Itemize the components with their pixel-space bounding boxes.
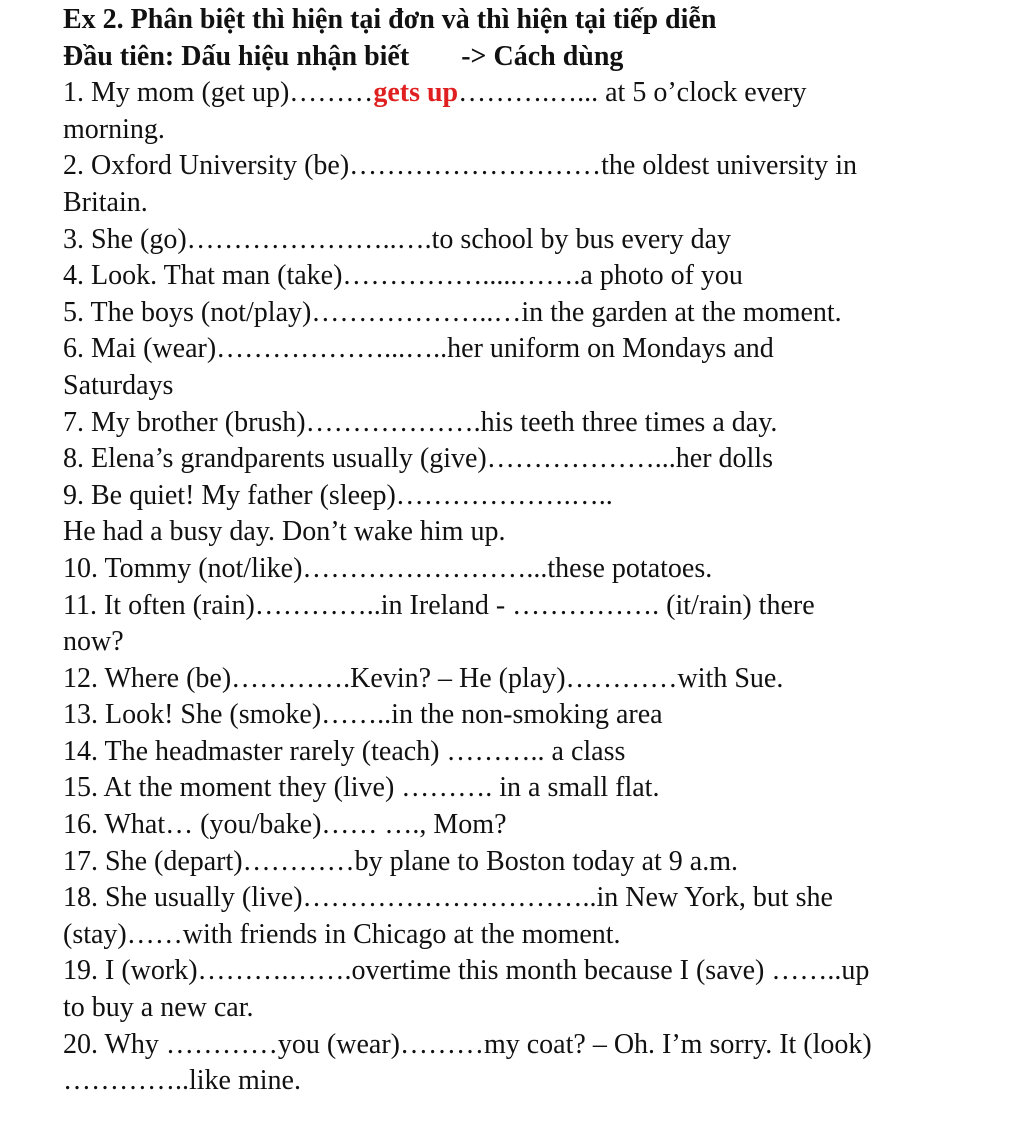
question-line: 5. The boys (not/play)………………..…in the garden at the moment. — [63, 296, 842, 328]
question-line: Saturdays — [63, 369, 174, 401]
question-line: 4. Look. That man (take)…………….....…….a photo of you — [63, 260, 743, 292]
question-line: (stay)……with friends in Chicago at the moment. — [63, 918, 621, 950]
question-line: 20. Why …………you (wear)………my coat? – Oh. I’m sorry. It (look) — [63, 1028, 872, 1060]
worksheet — [63, 2, 1003, 1100]
question-line: 18. She usually (live)…………………………..in New York, but she — [63, 882, 833, 914]
exercise-subtitle — [63, 39, 1003, 76]
question-line: 13. Look! She (smoke)……..in the non-smoking area — [63, 699, 663, 731]
question-line: morning. — [63, 113, 165, 145]
subtitle-left: Đầu tiên: Dấu hiệu nhận biết — [63, 40, 410, 72]
question-line — [63, 75, 1003, 112]
question-line: He had a busy day. Don’t wake him up. — [63, 516, 506, 548]
question-line: now? — [63, 626, 124, 658]
question-line: 10. Tommy (not/like)……………………...these potatoes. — [63, 552, 713, 584]
question-line: 2. Oxford University (be)………………………the oldest university in — [63, 150, 858, 182]
question-line: 16. What… (you/bake)…… …., Mom? — [63, 809, 507, 841]
question-text: 1. My mom (get up)……… — [63, 77, 374, 109]
exercise-title: Ex 2. Phân biệt thì hiện tại đơn và thì hiện tại tiếp diễn — [63, 4, 717, 35]
question-line: 9. Be quiet! My father (sleep)……………….….. — [63, 479, 613, 511]
question-line: 15. At the moment they (live) ………. in a small flat. — [63, 772, 660, 804]
question-text: ……….…... at 5 o’clock every — [458, 77, 807, 109]
question-line: 7. My brother (brush)……………….his teeth three times a day. — [63, 406, 778, 438]
question-line: 11. It often (rain)…………..in Ireland - ……………. (it/rain) there — [63, 589, 815, 621]
question-line: 6. Mai (wear)………………...…..her uniform on Mondays and — [63, 333, 774, 365]
subtitle-right: -> Cách dùng — [461, 40, 624, 72]
question-line: 8. Elena’s grandparents usually (give)………………...her dolls — [63, 443, 773, 475]
filled-answer: gets up — [373, 77, 459, 109]
question-line: 17. She (depart)…………by plane to Boston today at 9 a.m. — [63, 845, 738, 877]
question-line: …………..like mine. — [63, 1065, 301, 1097]
question-line: 12. Where (be)………….Kevin? – He (play)…………with Sue. — [63, 662, 784, 694]
question-line: 19. I (work)……….…….overtime this month because I (save) ……..up — [63, 955, 870, 987]
question-line: 3. She (go)…………………..….to school by bus every day — [63, 223, 732, 255]
question-line: Britain. — [63, 186, 148, 218]
question-line: to buy a new car. — [63, 992, 254, 1024]
question-line: 14. The headmaster rarely (teach) ……….. a class — [63, 735, 626, 767]
